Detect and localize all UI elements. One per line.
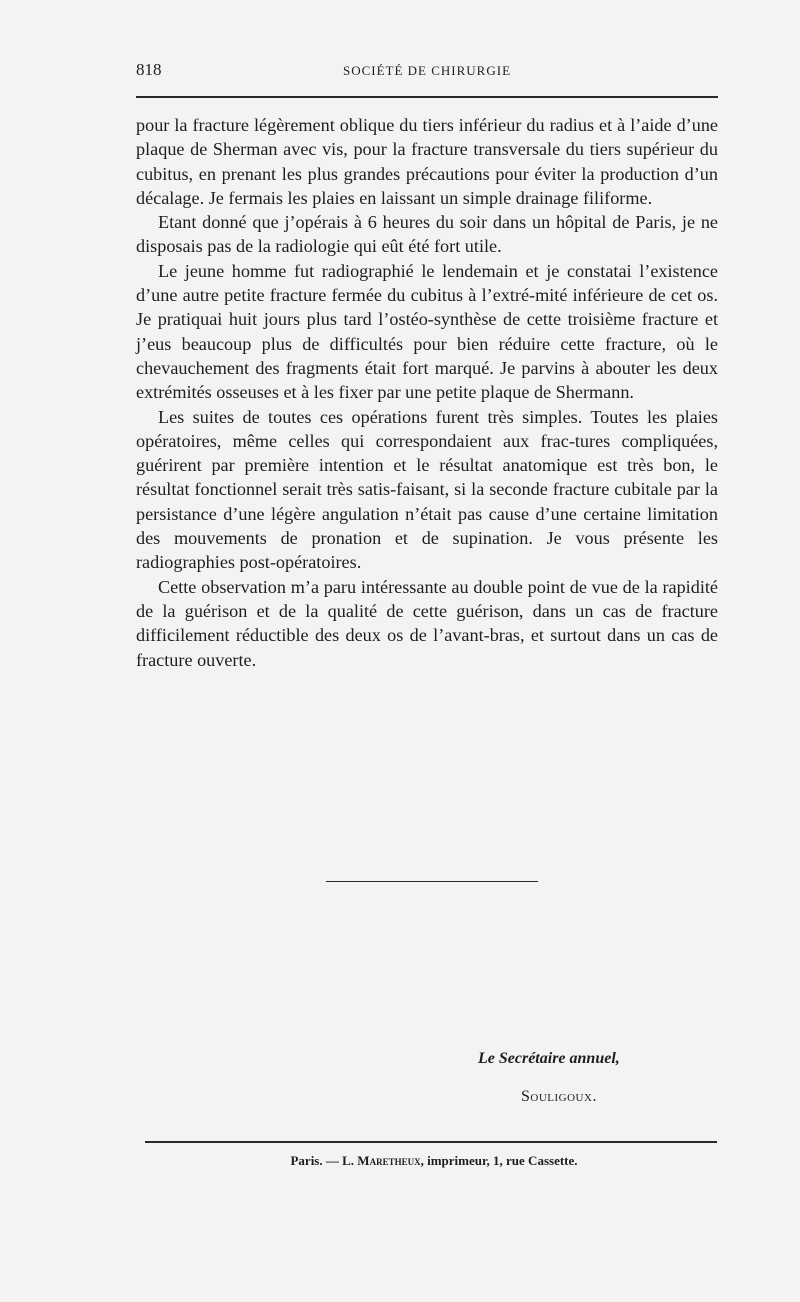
signature-name: Souligoux. bbox=[521, 1088, 597, 1105]
closing-rule bbox=[326, 881, 538, 882]
imprint-printer-name: Maretheux bbox=[357, 1153, 421, 1168]
body-text bbox=[136, 113, 718, 672]
paragraph: pour la fracture légèrement oblique du tiers inférieur du radius et à l’aide d’une plaque de Sherman avec vis, pour la fracture transversale du tiers supérieur du cubitus, en prenant les plus grandes précautions pour éviter la production d’un décalage. Je fermais les plaies en laissant un simple drainage filiforme. bbox=[136, 115, 718, 208]
paragraph: Cette observation m’a paru intéressante au double point de vue de la rapidité de la guérison et de la qualité de cette guérison, dans un cas de fracture difficilement réductible des deux os de l’avant-bras, et surtout dans un cas de fracture ouverte. bbox=[136, 576, 718, 670]
paragraph: Etant donné que j’opérais à 6 heures du soir dans un hôpital de Paris, je ne disposais pas de la radiologie qui eût été fort utile. bbox=[136, 212, 718, 257]
journal-title: SOCIÉTÉ DE CHIRURGIE bbox=[342, 63, 512, 78]
running-head bbox=[136, 60, 718, 84]
paragraph: Les suites de toutes ces opérations furent très simples. Toutes les plaies opératoires, même celles qui correspondaient aux frac-tures compliquées, guérirent par première intention et le résultat anatomique est très bon, le résultat fonctionnel serait très satis-faisant, si la seconde fracture cubitale par la persistance d’une légère angulation n’était pas cause d’une certaine limitation des mouvements de pronation et de supination. Je vous présente les radiographies post-opératoires. bbox=[136, 406, 718, 573]
imprint-separator: — bbox=[325, 1153, 339, 1168]
imprint-city: Paris. bbox=[290, 1153, 323, 1168]
footer-rule bbox=[145, 1141, 717, 1143]
imprint-address: , imprimeur, 1, rue Cassette. bbox=[420, 1153, 578, 1168]
header-rule bbox=[136, 96, 718, 98]
paragraph: Le jeune homme fut radiographié le lendemain et je constatai l’existence d’une autre petite fracture fermée du cubitus à l’extré-mité inférieure de cet os. Je pratiquai huit jours plus tard l’ostéo-synthèse de cette troisième fracture et j’eus beaucoup plus de difficultés pour bien réduire cette fracture, où le chevauchement des fragments était fort marqué. Je parvins à abouter les deux extrémités osseuses et à les fixer par une petite plaque de Shermann. bbox=[136, 260, 718, 403]
imprint-printer-initial: L. bbox=[342, 1153, 355, 1168]
signature-role: Le Secrétaire annuel, bbox=[478, 1050, 620, 1067]
printer-imprint bbox=[0, 1153, 800, 1169]
page-number: 818 bbox=[136, 60, 162, 79]
